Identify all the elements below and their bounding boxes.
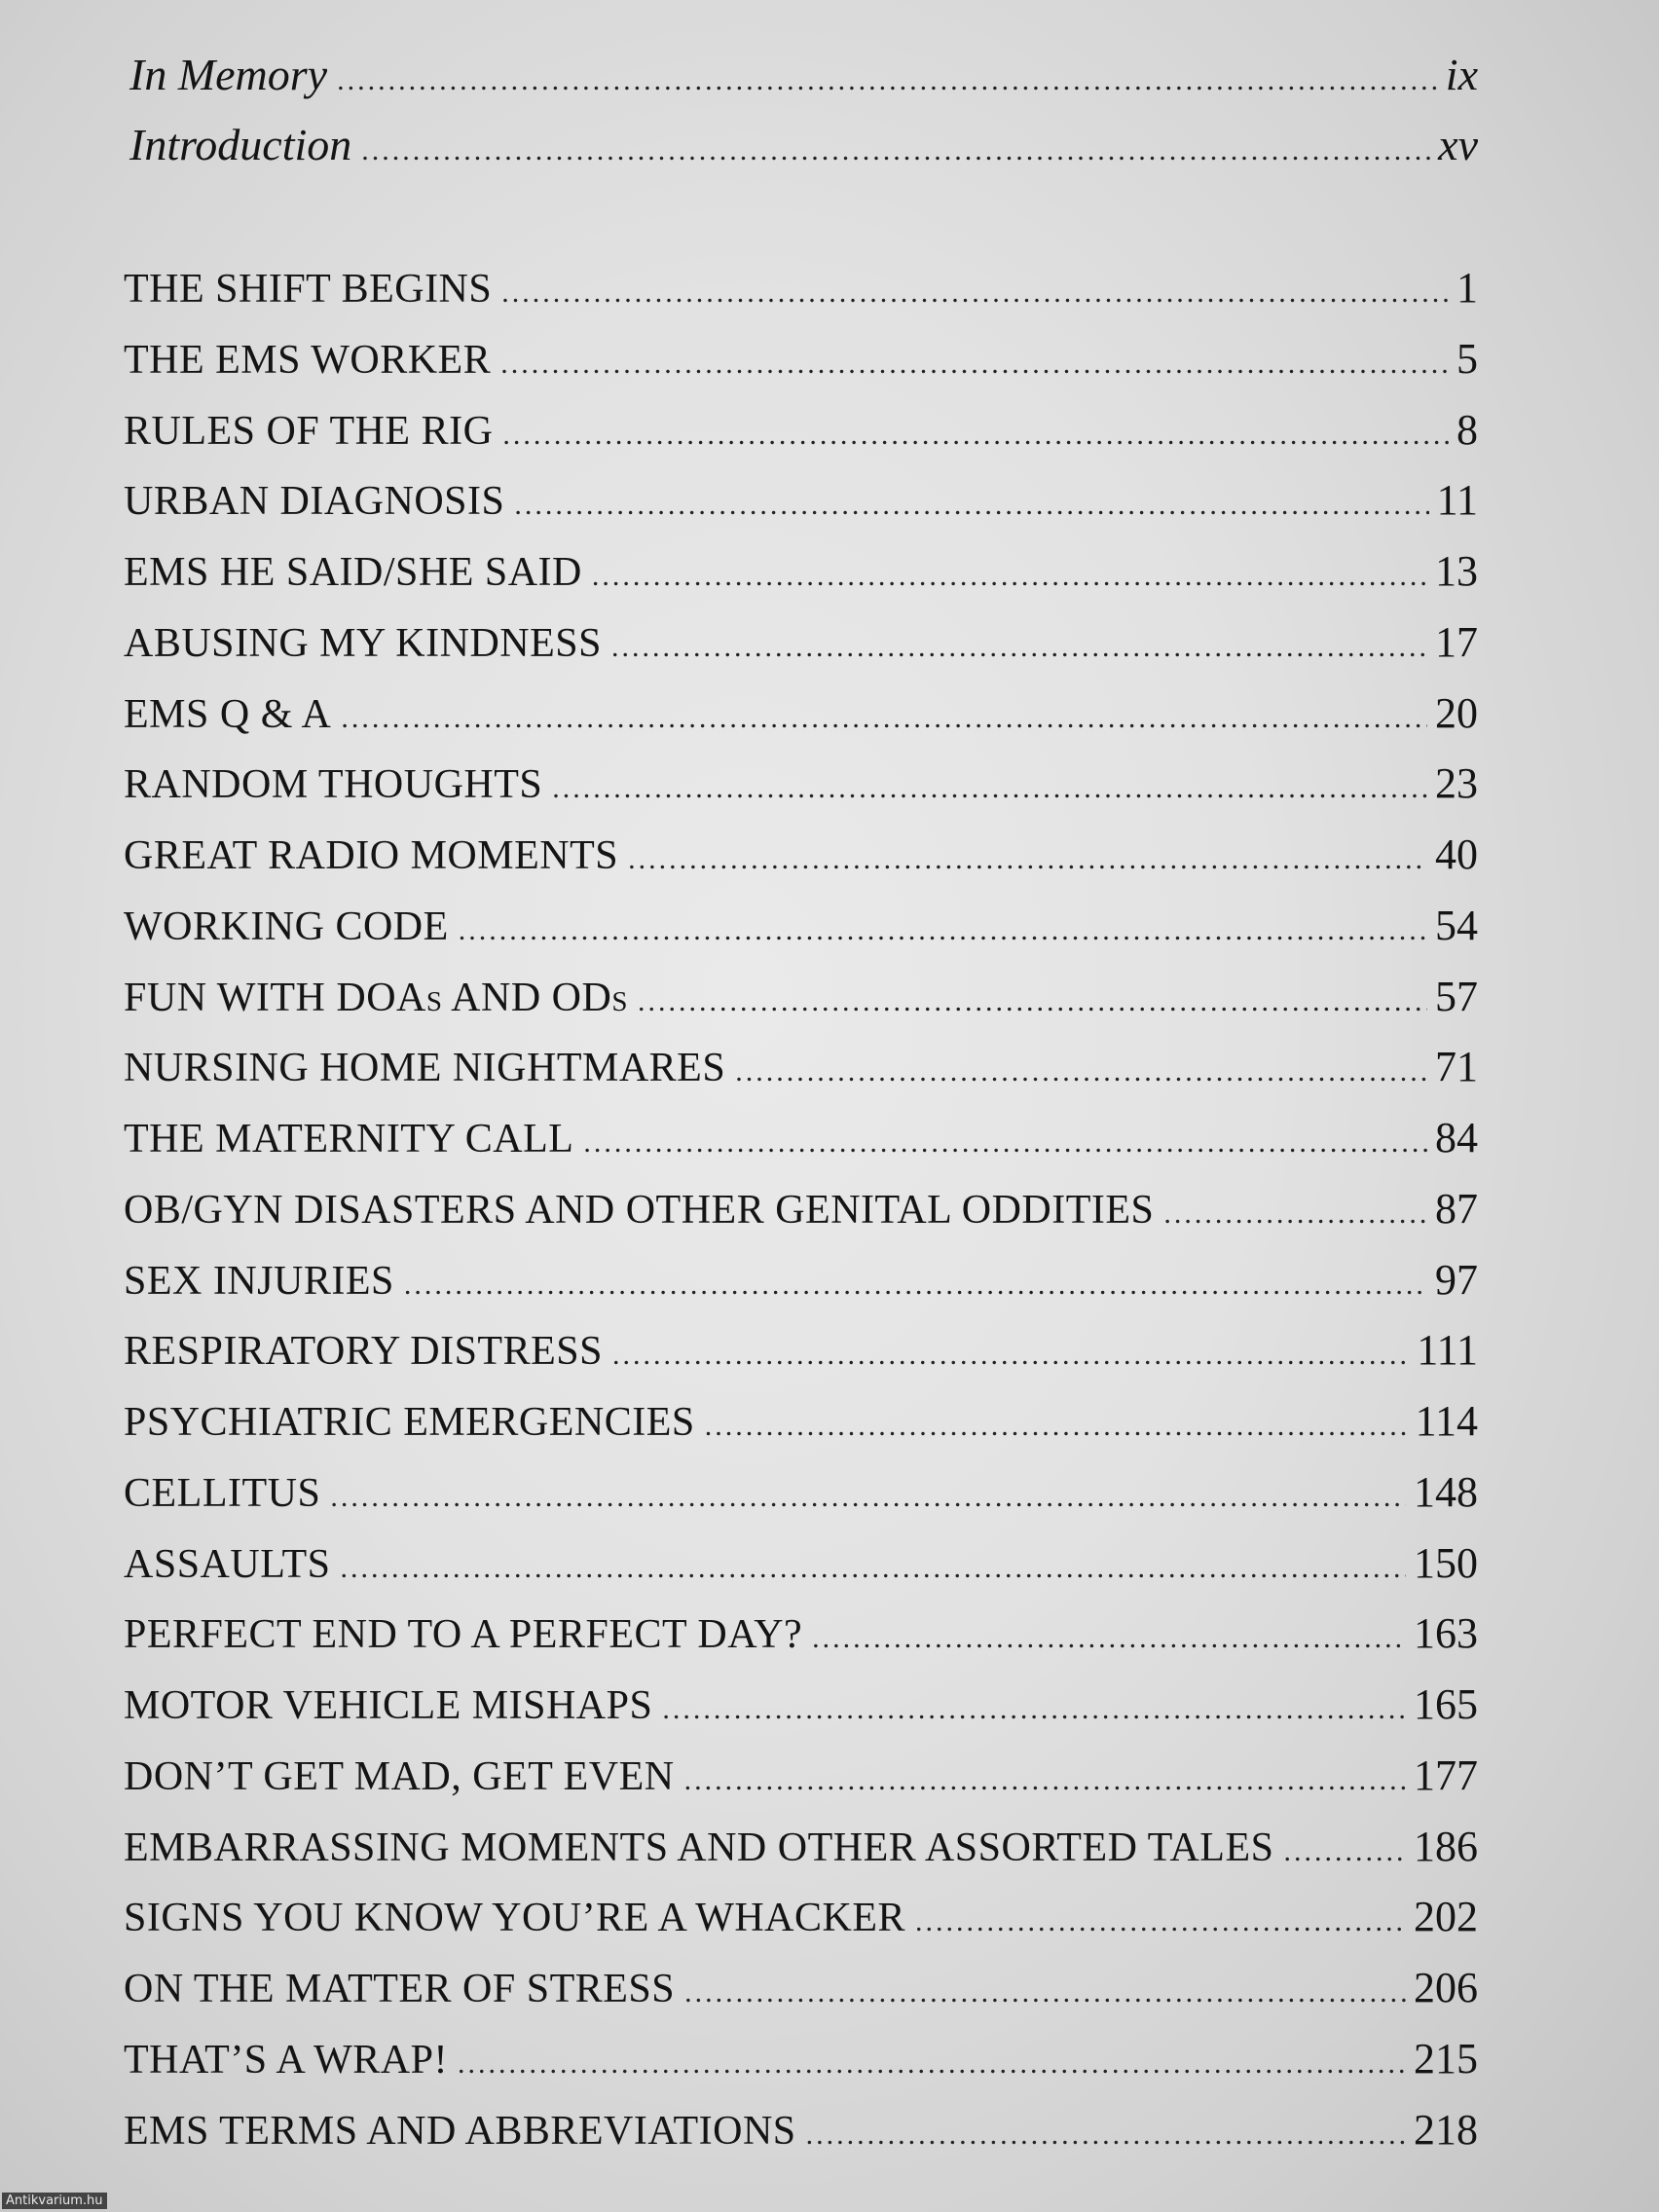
dot-leader [684,1976,1406,2009]
dot-leader [330,1481,1406,1514]
toc-entry [124,334,1478,405]
dot-leader [806,2119,1406,2152]
entry-title: ON THE MATTER OF STRESS [124,1967,676,2011]
entry-title: Introduction [129,120,352,169]
toc-entry [124,1892,1478,1963]
entry-title: DON’T GET MAD, GET EVEN [124,1753,675,1799]
entry-page-number: 111 [1417,1326,1478,1375]
entry-title: URBAN DIAGNOSIS [124,479,505,525]
toc-entry-in-memory [129,49,1478,119]
dot-leader [458,2047,1406,2081]
entry-page-number: 20 [1435,688,1478,737]
entry-title: WORKING CODE [124,903,449,949]
entry-title: RULES OF THE RIG [124,408,494,454]
toc-entry [124,546,1478,617]
entry-page-number: 57 [1435,972,1478,1020]
entry-page-number: 150 [1414,1538,1478,1587]
toc-entry [124,758,1478,830]
dot-leader [628,843,1427,876]
dot-leader [404,1269,1427,1302]
dot-leader [735,1055,1427,1088]
entry-page-number: 84 [1435,1114,1478,1161]
entry-title: NURSING HOME NIGHTMARES [124,1046,726,1091]
toc-entry [124,2105,1478,2176]
entry-page-number: 71 [1435,1043,1478,1091]
entry-page-number: 114 [1415,1397,1478,1445]
entry-title: EMBARRASSING MOMENTS AND OTHER ASSORTED TALES [124,1825,1274,1870]
entry-page-number: 87 [1435,1184,1478,1233]
dot-leader [552,772,1427,805]
toc-entry [124,1679,1478,1751]
entry-page-number: 163 [1414,1609,1478,1658]
dot-leader [583,1126,1427,1160]
entry-page-number: 148 [1414,1467,1478,1516]
dot-leader [812,1622,1406,1655]
toc-entry [124,1751,1478,1822]
dot-leader [514,489,1428,522]
entry-title: EMS TERMS AND ABBREVIATIONS [124,2108,796,2154]
entry-title: ASSAULTS [124,1541,331,1587]
entry-title: PERFECT END TO A PERFECT DAY? [124,1612,803,1658]
entry-title: ABUSING MY KINDNESS [124,620,602,666]
dot-leader [1163,1198,1427,1231]
entry-page-number: xv [1438,120,1478,169]
entry-page-number: 23 [1435,759,1478,808]
dot-leader [684,1764,1406,1797]
toc-entry-introduction [129,119,1478,189]
dot-leader [612,1339,1409,1372]
entry-title: FUN WITH DOAs AND ODs [124,975,628,1020]
toc-entry [124,1113,1478,1184]
toc-entry [124,1255,1478,1326]
entry-title: SEX INJURIES [124,1258,394,1304]
entry-title: THE MATERNITY CALL [124,1117,574,1161]
entry-page-number: 215 [1414,2034,1478,2083]
toc-entry [124,1325,1478,1396]
entry-page-number: 13 [1435,547,1478,595]
toc-entry [124,617,1478,688]
dot-leader [341,1552,1406,1585]
toc-entry [124,1042,1478,1113]
watermark-label: Antikvarium.hu [2,2193,107,2209]
entry-title: THE EMS WORKER [124,337,492,383]
entry-page-number: 8 [1456,405,1478,454]
toc-entry [124,901,1478,972]
entry-page-number: 11 [1436,476,1478,525]
entry-page-number: 5 [1456,334,1478,383]
toc-entry [124,1184,1478,1255]
toc-entry [124,1963,1478,2034]
entry-title: EMS Q & A [124,691,332,737]
dot-leader [341,702,1427,735]
toc-entry [124,475,1478,546]
entry-title: THE SHIFT BEGINS [124,267,493,312]
dot-leader [459,914,1427,947]
entry-page-number: 186 [1414,1822,1478,1870]
entry-page-number: 218 [1414,2105,1478,2154]
entry-page-number: ix [1445,50,1478,99]
toc-entry [124,830,1478,901]
dot-leader [705,1410,1408,1443]
entry-title: PSYCHIATRIC EMERGENCIES [124,1400,695,1445]
toc-entry [124,1538,1478,1609]
entry-page-number: 54 [1435,901,1478,949]
toc-entry [124,1608,1478,1679]
entry-title: OB/GYN DISASTERS AND OTHER GENITAL ODDITIES [124,1187,1155,1233]
dot-leader [337,64,1438,97]
dot-leader [1283,1835,1406,1868]
toc-entry [124,1822,1478,1893]
dot-leader [638,985,1427,1018]
toc-entry [124,1396,1478,1467]
dot-leader [915,1905,1406,1938]
entry-title: RANDOM THOUGHTS [124,762,543,808]
entry-title: RESPIRATORY DISTRESS [124,1329,603,1375]
entry-page-number: 202 [1414,1893,1478,1941]
entry-page-number: 165 [1414,1680,1478,1728]
toc-entry [124,972,1478,1043]
toc-entry [124,688,1478,759]
entry-title: CELLITUS [124,1470,321,1516]
toc-entry [124,1467,1478,1538]
dot-leader [592,560,1427,593]
dot-leader [662,1693,1406,1726]
dot-leader [611,631,1427,664]
entry-title: In Memory [129,50,328,99]
entry-title: GREAT RADIO MOMENTS [124,833,619,878]
dot-leader [500,348,1449,381]
entry-title: MOTOR VEHICLE MISHAPS [124,1683,653,1728]
entry-title: SIGNS YOU KNOW YOU’RE A WHACKER [124,1896,906,1941]
entry-page-number: 17 [1435,617,1478,666]
dot-leader [361,134,1430,167]
entry-page-number: 206 [1414,1964,1478,2011]
chapter-list [124,263,1478,2175]
toc-entry [124,405,1478,476]
entry-title: EMS HE SAID/SHE SAID [124,550,582,595]
front-matter-list [129,49,1478,189]
entry-page-number: 1 [1456,264,1478,312]
toc-entry [124,2034,1478,2105]
entry-page-number: 177 [1414,1751,1478,1799]
entry-title: THAT’S A WRAP! [124,2037,448,2083]
entry-page-number: 40 [1435,830,1478,878]
dot-leader [501,276,1449,310]
dot-leader [502,419,1449,452]
toc-entry [124,263,1478,334]
entry-page-number: 97 [1435,1255,1478,1304]
